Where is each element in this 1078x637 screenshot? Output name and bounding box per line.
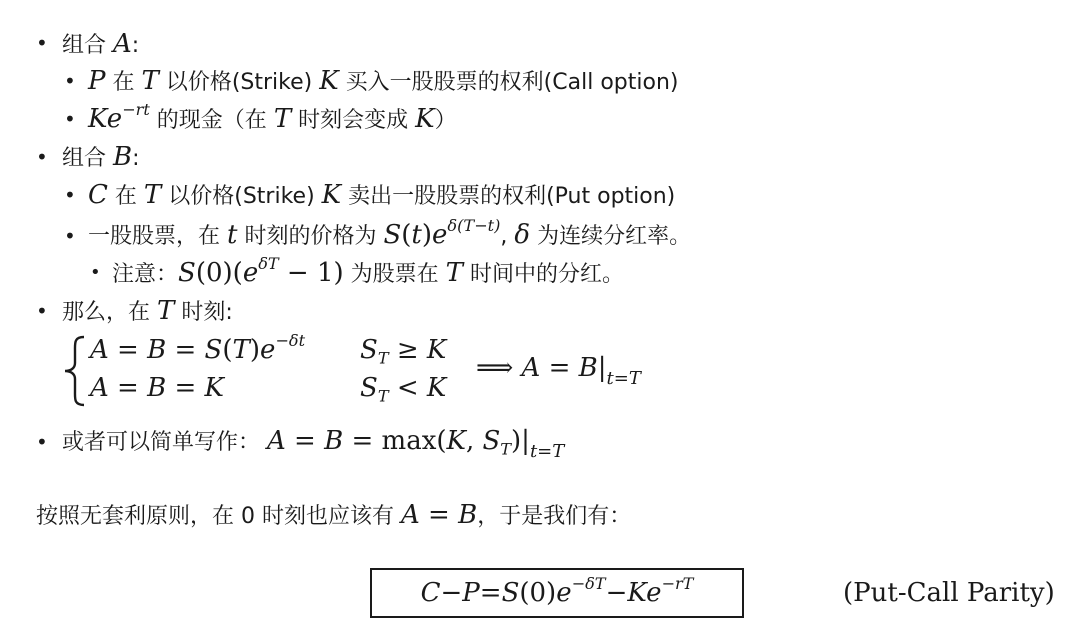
system-result: ⟹ $A = B|_{t=T}$ <box>476 353 641 389</box>
left-brace-icon <box>62 335 88 407</box>
no-arbitrage-paragraph: 按照无套利原则，在 0 时刻也应该有 A = B，于是我们有： <box>36 500 632 530</box>
list-item-stock: 一股股票，在 t 时刻的价格为 $S(t)e^{\delta(T-t)}$, δ 为连续分红率。 <box>88 215 692 250</box>
list-item-cash: $Ke^{-rt}$ 的现金（在 T 时刻会变成 K） <box>88 99 457 134</box>
put-call-parity-formula: C − P = S (0) $e^{-\delta T}$ − $Ke^{-rT}$ <box>370 568 744 618</box>
bullet-dot: • <box>64 107 76 131</box>
bullet-dot: • <box>36 299 48 323</box>
bullet-dot: • <box>36 145 48 169</box>
bullet-dot: • <box>36 31 48 55</box>
bullet-dot: • <box>64 183 76 207</box>
bullet-dot: • <box>64 224 76 248</box>
bullet-dot: • <box>36 430 48 454</box>
list-item-group-a: 组合 A: <box>62 29 140 59</box>
formula-tag: (Put-Call Parity) <box>843 578 1055 608</box>
system-row-2: A = B = K <box>90 373 224 403</box>
system-cond-1: $S_T \ge K$ <box>360 335 447 368</box>
piecewise-system <box>62 330 682 409</box>
list-item-call-option: P 在 T 以价格(Strike) K 买入一股股票的权利(Call option) <box>88 66 679 96</box>
math-var: A <box>113 29 132 59</box>
list-item-then: 那么，在 T 时刻: <box>62 296 233 326</box>
list-item-put-option: C 在 T 以价格(Strike) K 卖出一股股票的权利(Put option) <box>88 180 676 210</box>
list-item-dividend-note: 注意：$S(0)(e^{\delta T} - 1)$ 为股票在 T 时间中的分红。 <box>112 253 624 288</box>
bullet-dot: • <box>64 69 76 93</box>
system-row-1: $A = B = S(T)e^{-\delta t}$ <box>90 330 306 365</box>
list-item-group-b: 组合 B: <box>62 142 140 172</box>
list-item-alternative: 或者可以简单写作： A = B = max(K, $S_T)|_{t=T}$ <box>62 426 565 462</box>
bullet-dot: • <box>90 262 101 283</box>
system-cond-2: $S_T < K$ <box>360 373 447 406</box>
